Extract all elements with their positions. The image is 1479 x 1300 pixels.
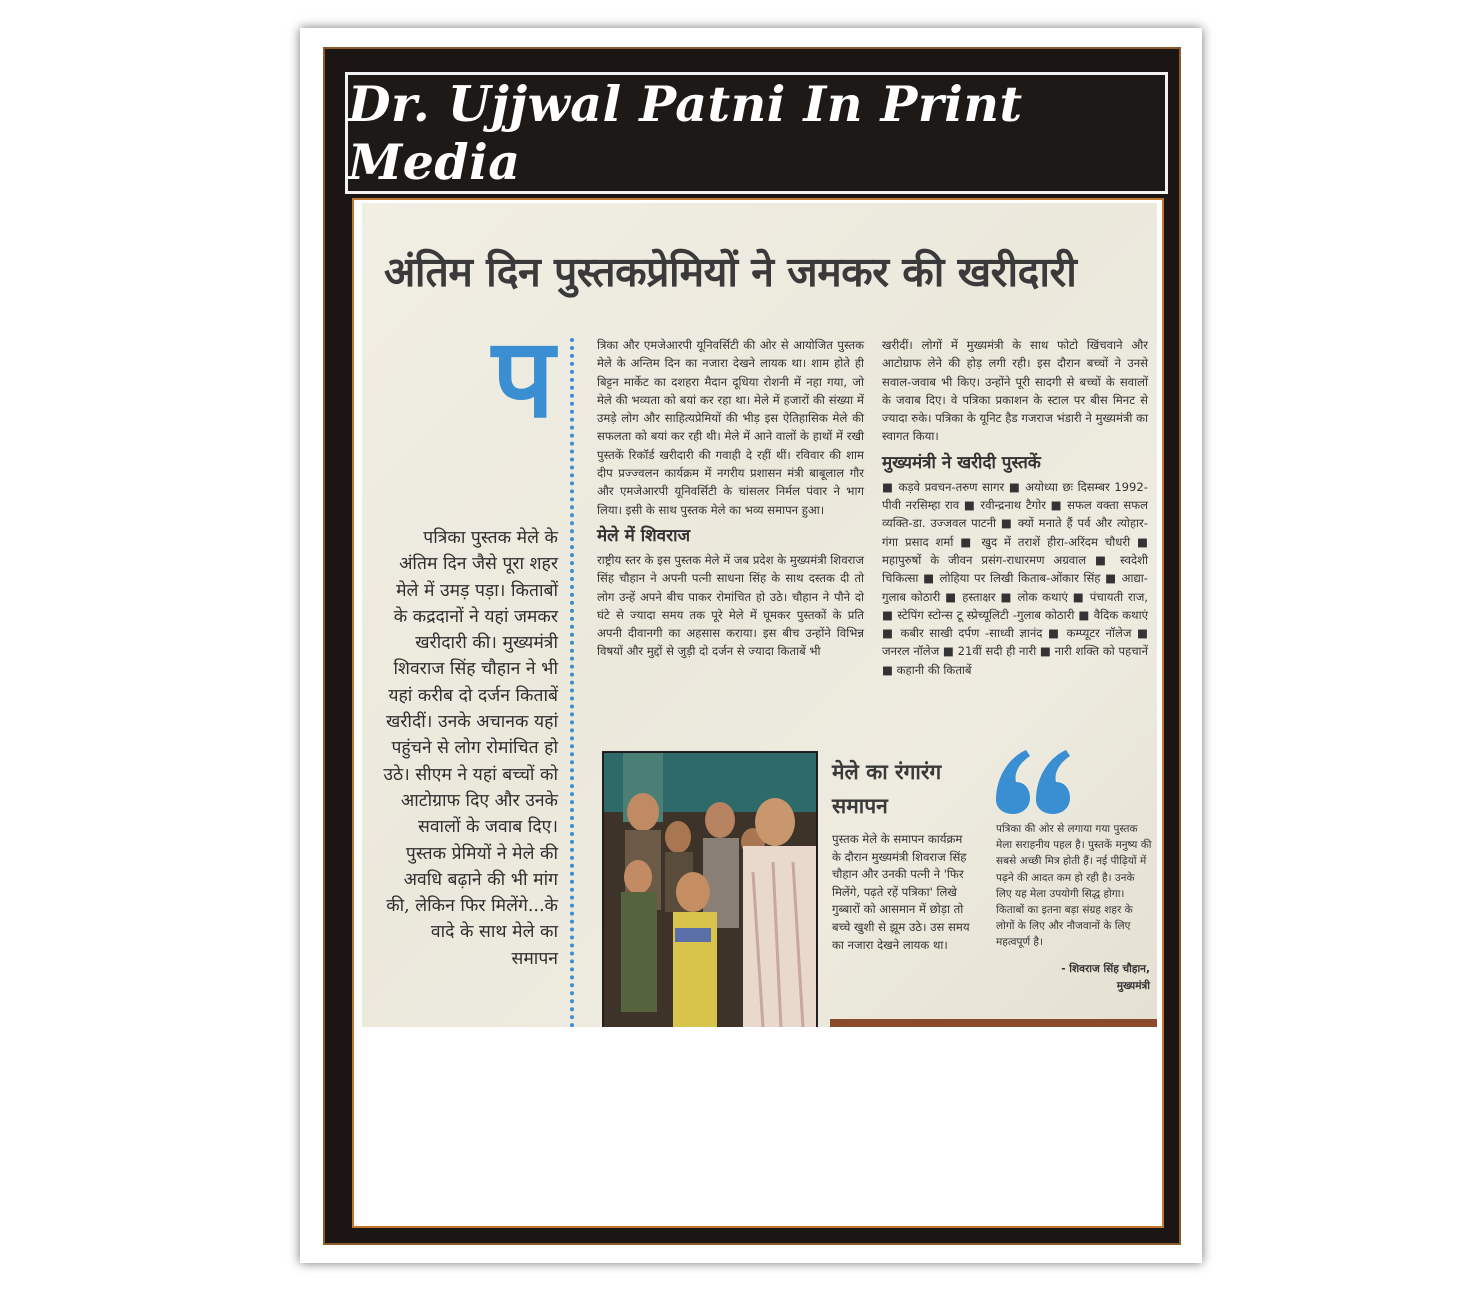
column-3-paragraph-1: खरीदीं। लोगों में मुख्यमंत्री के साथ फोटो खिंचवाने और आटोग्राफ लेने की होड़ लगी रही। इस दौरान बच्चों ने उनसे सवाल-जवाब भी किए। उन्होंने पूरी सादगी से बच्चों के सवालों के जवाब दिए। वे पत्रिका प्रकाशन के स्टाल पर बीस मिनट से ज्यादा रुके। पत्रिका के यूनिट हैड गजराज भंडारी ने मुख्यमंत्री का स्वागत किया। bbox=[882, 338, 1148, 444]
lead-paragraph bbox=[382, 525, 558, 972]
quote-text: पत्रिका की ओर से लगाया गया पुस्तक मेला सराहनीय पहल है। पुस्तकें मनुष्य की सबसे अच्छी मित्र होती हैं। नई पीढ़ियों में पढ़ने की आदत कम हो रही है। उनके लिए यह मेला उपयोगी सिद्ध होगा। किताबों का इतना बड़ा संग्रह शहर के लोगों के लिए और नौजवानों के लिए महत्वपूर्ण है। bbox=[996, 823, 1152, 949]
column-2-subhead: मेले में शिवराज bbox=[597, 525, 691, 546]
photo-caption bbox=[832, 831, 972, 954]
quote-name: - शिवराज सिंह चौहान, bbox=[1061, 963, 1150, 975]
lead-text: पत्रिका पुस्तक मेले के अंतिम दिन जैसे पूरा शहर मेले में उमड़ पड़ा। किताबों के कद्रदानों ने यहां जमकर खरीदारी की। मुख्यमंत्री शिवराज सिंह चौहान ने भी यहां करीब दो दर्जन किताबें खरीदीं। उनके अचानक यहां पहुंचने से लोग रोमांचित हो उठे। सीएम ने यहां बच्चों को आटोग्राफ दिए और उनके सवालों के जवाब दिए। पुस्तक प्रेमियों ने मेले की अवधि बढ़ाने की भी मांग की, लेकिन फिर मिलेंगे...के वादे के साथ मेले का समापन bbox=[383, 528, 558, 969]
caption-headline: मेले का रंगारंग समापन bbox=[832, 760, 942, 818]
quote-attribution bbox=[996, 961, 1150, 995]
column-3-subhead: मुख्यमंत्री ने खरीदी पुस्तकें bbox=[882, 452, 1041, 473]
quote-role: मुख्यमंत्री bbox=[1116, 980, 1150, 992]
book-list: ■ कड़वे प्रवचन-तरुण सागर ■ अयोध्या छः दिसम्बर 1992-पीवी नरसिम्हा राव ■ रवीन्द्रनाथ टैगोर ■ सफल वक्ता सफल व्यक्ति-डा. उज्जवल पाटनी ■ क्यों मनाते हैं पर्व और त्योहार-गंगा प्रसाद शर्मा ■ खुद में तराशें हीरा-अरिंदम चौधरी ■ महापुरुषों के जीवन प्रसंग-राधारमण अग्रवाल ■ स्वदेशी चिकित्सा ■ लोहिया पर लिखी किताब-ओंकार सिंह ■ आद्या-गुलाब कोठारी ■ हस्ताक्षर ■ लोक कथाएं ■ पंचायती राज, ■ स्टेपिंग स्टोन्स टू स्प्रेच्यूलिटी -गुलाब कोठारी ■ वैदिक कथाएं ■ कबीर साखी दर्पण -साध्वी ज्ञानंद ■ कम्प्यूटर नॉलेज ■ जनरल नॉलेज ■ 21वीं सदी ही नारी ■ नारी शक्ति को पहचानें ■ कहानी की किताबें bbox=[882, 479, 1148, 677]
drop-cap: प bbox=[492, 314, 555, 442]
title-banner bbox=[345, 72, 1168, 194]
photo-illustration bbox=[603, 752, 817, 1027]
article-column-2 bbox=[597, 336, 864, 661]
column-2-paragraph-1: त्रिका और एमजेआरपी यूनिवर्सिटी की ओर से आयोजित पुस्तक मेले के अन्तिम दिन का नजारा देखने लायक था। शाम होते ही बिट्टन मार्केट का दशहरा मैदान दूधिया रोशनी में नहा गया, जो मेले की भव्यता को बयां कर रहा था। मेले में हजारों की संख्या में उमड़े लोग और साहित्यप्रेमियों की भीड़ इस ऐतिहासिक मेले की सफलता को बयां कर रही थी। मेले में आने वालों के हाथों में रखी पुस्तकें रिकॉर्ड खरीदारी की गवाही दे रहीं थीं। रविवार की शाम दीप प्रज्ज्वलन कार्यक्रम में नगरीय प्रशासन मंत्री बाबूलाल गौर और एमजेआरपी यूनिवर्सिटी के चांसलर निर्मल पंवार ने भाग लिया। इसी के साथ पुस्तक मेले का भव्य समापन हुआ। bbox=[597, 338, 864, 517]
column-2-paragraph-2: राष्ट्रीय स्तर के इस पुस्तक मेले में जब प्रदेश के मुख्यमंत्री शिवराज सिंह चौहान ने अपनी पत्नी साधना सिंह के साथ दस्तक दी तो लोग उन्हें अपने बीच पाकर रोमांचित हो उठे। चौहान ने पौने दो घंटे से ज्यादा समय तक पूरे मेले में घूमकर पुस्तकों के प्रति अपनी दीवानगी का अहसास कराया। इस बीच उन्होंने विभिन्न विषयों और मुद्दों से जुड़ी दो दर्जन से ज्यादा किताबें भी bbox=[597, 552, 864, 659]
event-photo bbox=[602, 751, 818, 1027]
dotted-divider bbox=[570, 338, 574, 1027]
pull-quote bbox=[996, 821, 1152, 951]
article-headline: अंतिम दिन पुस्तकप्रेमियों ने जमकर की खरीदारी bbox=[384, 248, 1077, 296]
article-column-3 bbox=[882, 336, 1148, 679]
banner-title: Dr. Ujjwal Patni In Print Media bbox=[348, 75, 1023, 191]
caption-text: पुस्तक मेले के समापन कार्यक्रम के दौरान मुख्यमंत्री शिवराज सिंह चौहान और उनकी पत्नी ने 'फिर मिलेंगे, पढ़ते रहें पत्रिका' लिखे गुब्बारों को आसमान में छोड़ा तो बच्चे खुशी से झूम उठे। उस समय का नजारा देखने लायक था। bbox=[832, 832, 970, 952]
quote-mark-icon bbox=[994, 748, 1074, 818]
newspaper-clipping bbox=[362, 203, 1157, 1027]
bottom-photo-strip bbox=[830, 1019, 1157, 1027]
